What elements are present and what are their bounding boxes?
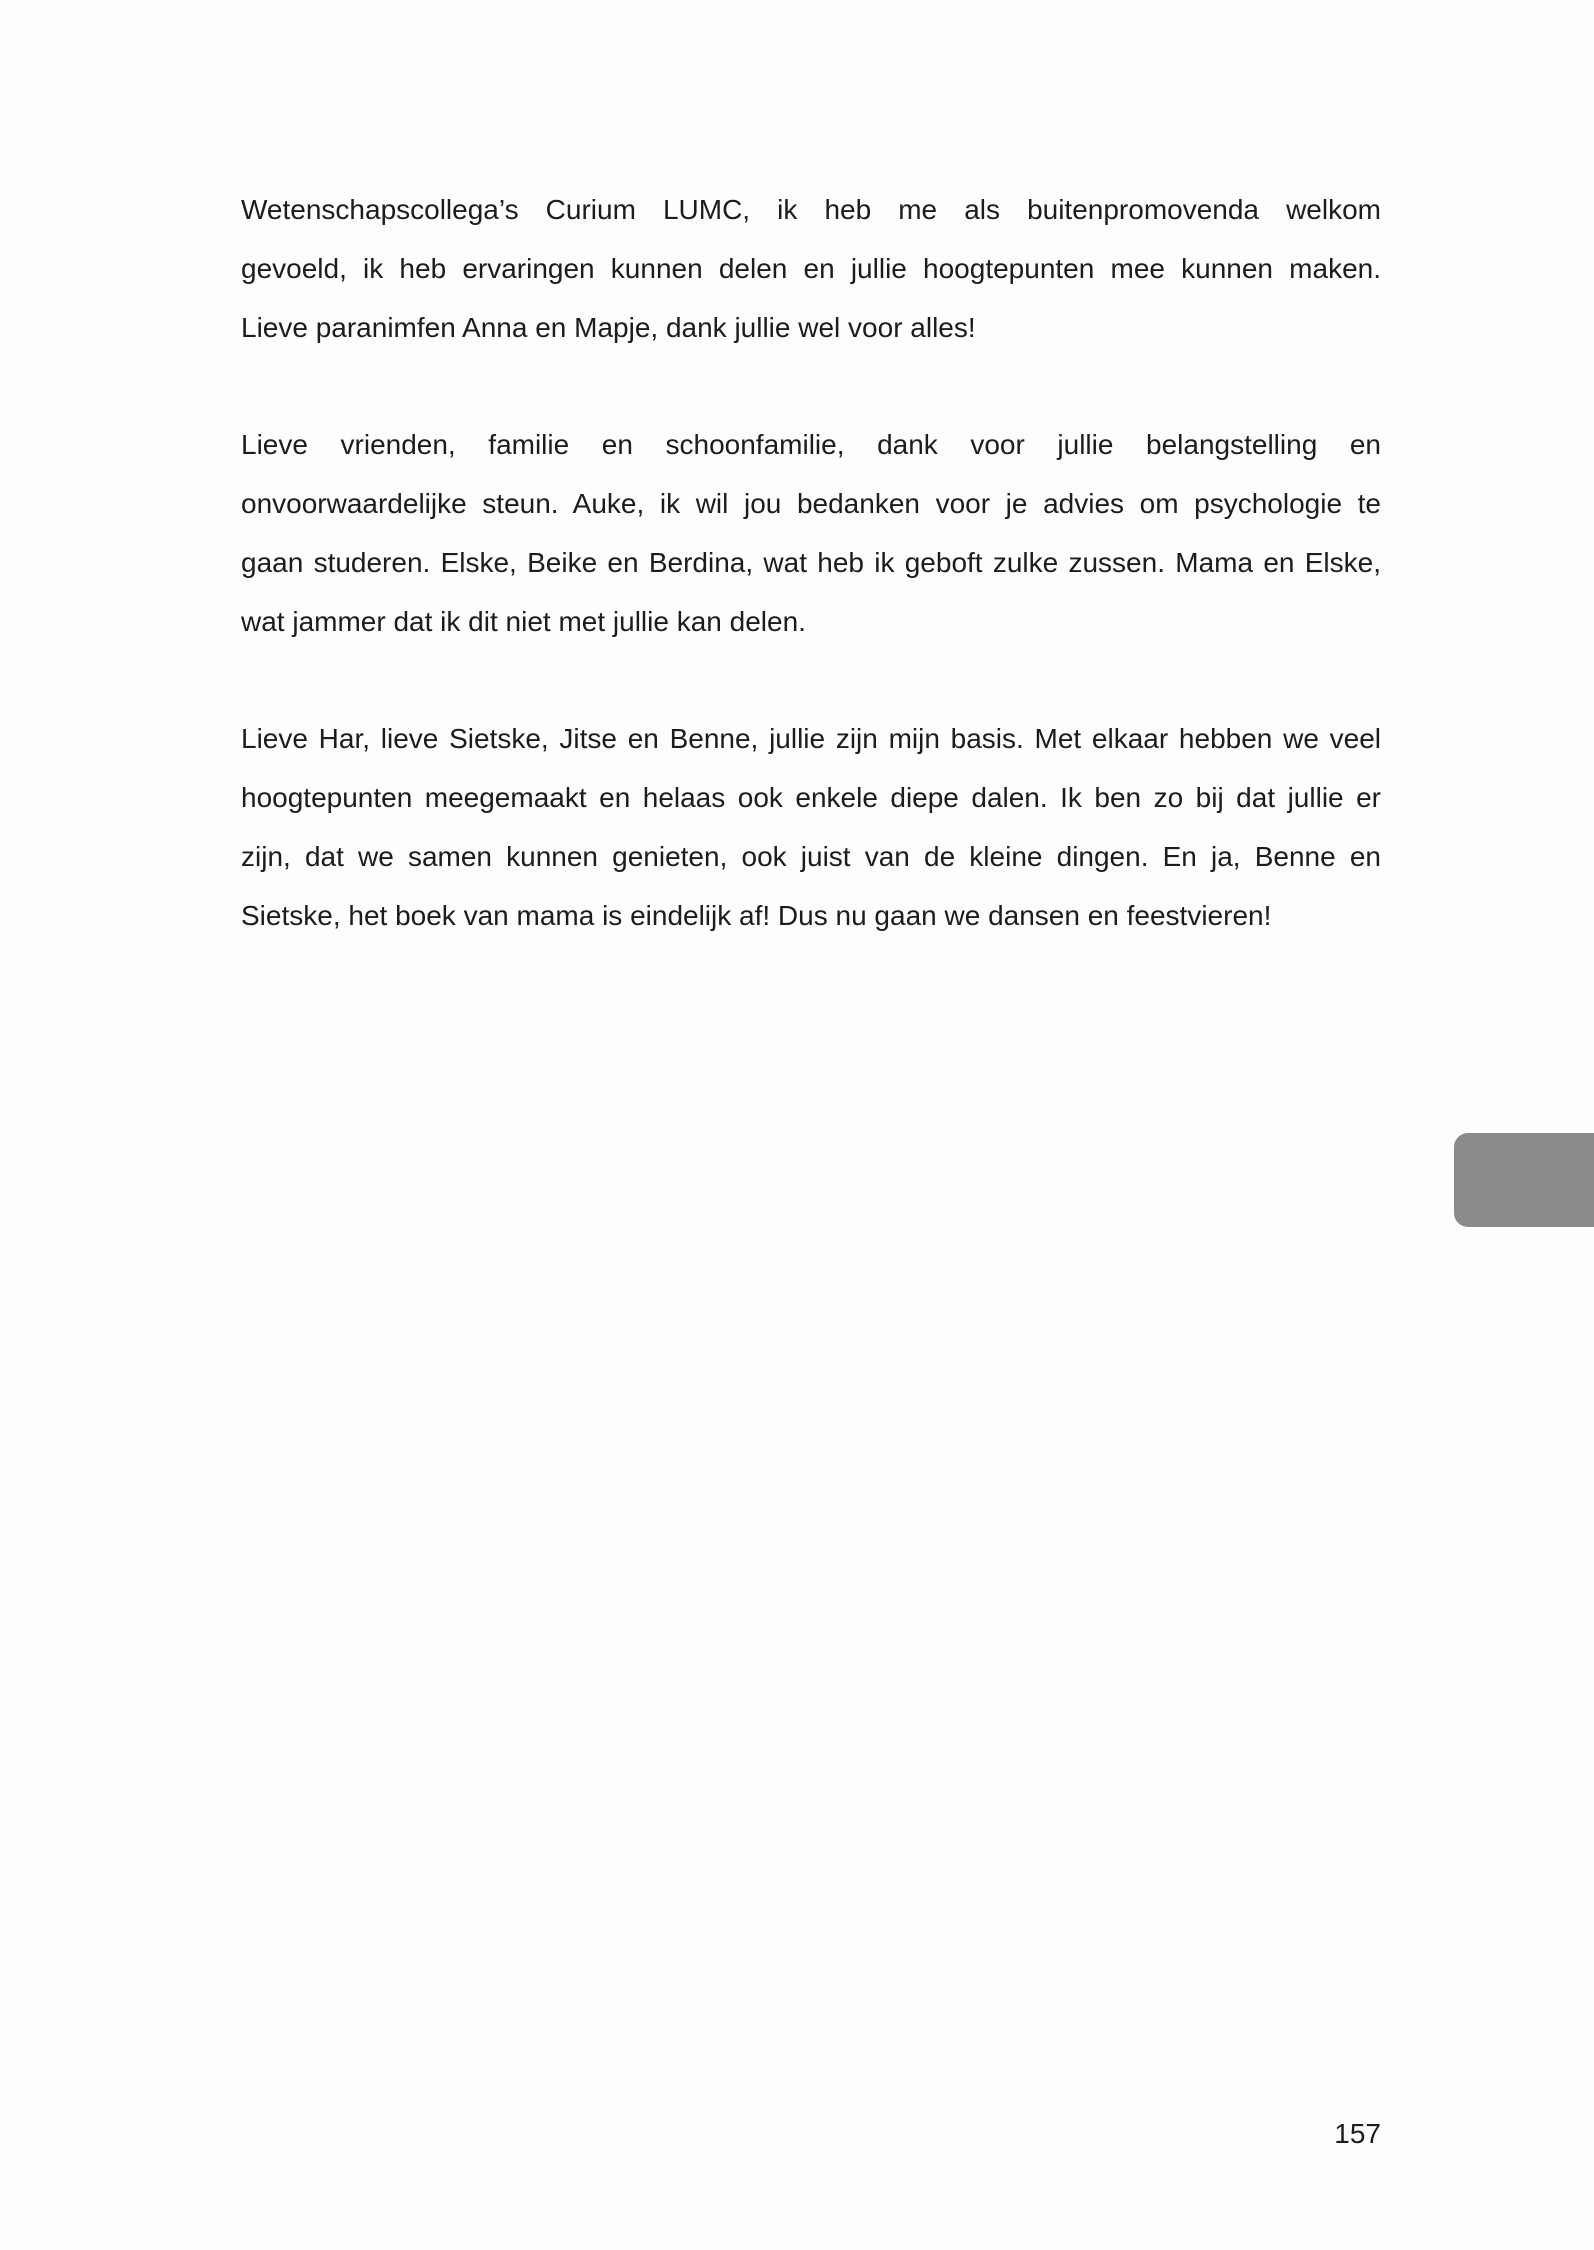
- text-line: wat jammer dat ik dit niet met jullie kan delen.: [241, 606, 806, 637]
- text-line: Lieve vrienden, familie en schoonfamilie, dank voor jullie belangstelling en: [241, 429, 1381, 460]
- paragraph-household: [241, 709, 1381, 945]
- text-line: zijn, dat we samen kunnen genieten, ook juist van de kleine dingen. En ja, Benne en: [241, 841, 1381, 872]
- text-line: gaan studeren. Elske, Beike en Berdina, wat heb ik geboft zulke zussen. Mama en Elske,: [241, 547, 1381, 578]
- text-line: gevoeld, ik heb ervaringen kunnen delen en jullie hoogtepunten mee kunnen maken.: [241, 253, 1381, 284]
- text-line: onvoorwaardelijke steun. Auke, ik wil jou bedanken voor je advies om psychologie te: [241, 488, 1381, 519]
- paragraph-colleagues: [241, 180, 1381, 357]
- text-line: Sietske, het boek van mama is eindelijk af! Dus nu gaan we dansen en feestvieren!: [241, 900, 1272, 931]
- chapter-tab-marker: [1454, 1133, 1594, 1227]
- text-line: hoogtepunten meegemaakt en helaas ook enkele diepe dalen. Ik ben zo bij dat jullie er: [241, 782, 1381, 813]
- page-number: 157: [1334, 2118, 1381, 2149]
- body-text: [241, 180, 1381, 1003]
- text-line: Lieve Har, lieve Sietske, Jitse en Benne, jullie zijn mijn basis. Met elkaar hebben we veel: [241, 723, 1381, 754]
- text-line: Wetenschapscollega’s Curium LUMC, ik heb me als buitenpromovenda welkom: [241, 194, 1381, 225]
- paragraph-friends-family: [241, 415, 1381, 651]
- text-line: Lieve paranimfen Anna en Mapje, dank jullie wel voor alles!: [241, 312, 976, 343]
